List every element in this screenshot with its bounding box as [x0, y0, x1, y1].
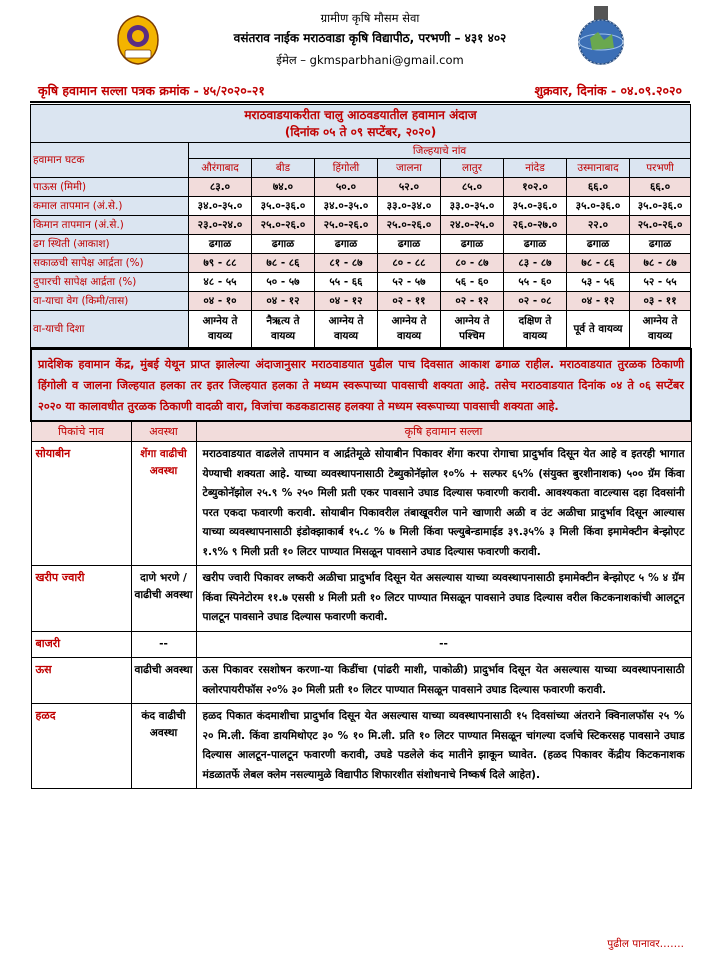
forecast-row-label: दुपारची सापेक्ष आर्द्रता (%): [31, 273, 189, 292]
forecast-value: ०४ - १२: [252, 292, 315, 311]
forecast-value: ६६.०: [630, 178, 691, 197]
bulletin-date: शुक्रवार, दिनांक - ०४.०९.२०२०: [534, 83, 682, 98]
forecast-value: ३५.०-३६.०: [630, 197, 691, 216]
district-name: हिंगोली: [315, 159, 378, 178]
forecast-value: ३५.०-३६.०: [252, 197, 315, 216]
forecast-row: [31, 178, 691, 197]
forecast-value: ढगाळ: [315, 235, 378, 254]
forecast-row-label: वा-याचा वेग (किमी/तास): [31, 292, 189, 311]
forecast-value: ०३ - ११: [630, 292, 691, 311]
email-line: ईमेल – gkmsparbhani@gmail.com: [276, 53, 464, 67]
crop-name: सोयाबीन: [31, 442, 131, 566]
advisory-table: [30, 348, 692, 789]
advisory-row: [31, 442, 691, 566]
forecast-row: [31, 292, 691, 311]
forecast-value: ८० - ८८: [378, 254, 441, 273]
crop-stage: वाढीची अवस्था: [131, 658, 196, 704]
forecast-value: १०२.०: [504, 178, 567, 197]
crop-advice: हळद पिकात कंदमाशीचा प्रादुर्भाव दिसून येत असल्यास याच्या व्यवस्थापनासाठी १५ दिवसांच्या अंतराने क्विनालफॉस २५ % २० मि.ली. किंवा डायमिथोएट ३० % १० मि.ली. प्रति १० लिटर पाण्यात मिसळून चांगल्या दर्जाचे स्टिकरसह पावसाने उघाड दिल्यास आलटून-पालटून फवारणी करावी, उघडे पडलेले कंद मातीने झाकून घ्यावेत. (हळद पिकावर केंद्रीय किटकनाशक मंडळातर्फे लेबल क्लेम नसल्यामुळे विद्यापीठ शिफारशीत संशोधनाचे निष्कर्ष दिले आहेत).: [196, 704, 691, 789]
crop-stage: --: [131, 631, 196, 658]
district-name: औरंगाबाद: [189, 159, 252, 178]
district-name: लातुर: [441, 159, 504, 178]
advisory-row: [31, 566, 691, 632]
forecast-value: ०२ - ०८: [504, 292, 567, 311]
forecast-value: २३.०-२४.०: [189, 216, 252, 235]
forecast-value: ढगाळ: [252, 235, 315, 254]
param-header: हवामान घटक: [31, 143, 189, 178]
forecast-value: ६६.०: [567, 178, 630, 197]
forecast-value: ३५.०-३६.०: [567, 197, 630, 216]
forecast-title-line1: मराठवाडयाकरीता चालु आठवडयातील हवामान अंदाज: [244, 107, 477, 122]
imd-emblem-logo: [574, 4, 628, 70]
forecast-row: [31, 311, 691, 348]
crop-stage: दाणे भरणे / वाढीची अवस्था: [131, 566, 196, 632]
district-name: परभणी: [630, 159, 691, 178]
crop-advice: खरीप ज्वारी पिकावर लष्करी अळीचा प्रादुर्भाव दिसून येत असल्यास याच्या व्यवस्थापनासाठी इमामेक्टीन बेन्झोएट ५ % ४ ग्रॅम किंवा स्पिनेटोरम ११.७ एससी ४ मिली प्रती १० लिटर पाण्यात मिसळून पावसाने उघाड दिल्यास वरील किटकनाशकांची आलटून पालटून पावसाने उघाड दिल्यास फवारणी करावी.: [196, 566, 691, 632]
crop-advice: मराठवाडयात वाढलेले तापमान व आर्द्रतेमूळे सोयाबीन पिकावर शेंगा करपा रोगाचा प्रादुर्भाव दिसून येत आहे व इतरही भागात येण्याची शक्यता आहे. याच्या व्यवस्थापनासाठी टेब्युकोनॅझोल १०% + सल्फर ६५% (संयुक्त बुरशीनाशक) ५०० ग्रॅम किंवा टेब्युकोनॅझोल २५.९ % २५० मिली प्रती एकर पावसाने उघाड दिल्यास फवारणी करावी. आवश्यकता वाटल्यास दहा दिवसांनी परत एकदा फवारणी करावी. सोयाबीन पिकावरील तंबाखूवरील पाने खाणारी अळी व उंट अळीचा प्रादुर्भाव दिसून आल्यास याच्या व्यवस्थापनासाठी इंडोक्झाकार्ब १५.८ % ७ मिली किंवा फ्ल्युबेन्डामाईड ३९.३५% ३ मिली किंवा इमामेक्टीन बेन्झोएट १.९% ९ मिली प्रती १० लिटर पाण्यात मिसळून पावसाने उघाड दिल्यास फवारणी करावी.: [196, 442, 691, 566]
forecast-value: ढगाळ: [378, 235, 441, 254]
service-name: ग्रामीण कृषि मौसम सेवा: [320, 11, 420, 25]
forecast-value: ७८ - ८७: [630, 254, 691, 273]
forecast-value: २५.०-२६.०: [315, 216, 378, 235]
advisory-row: [31, 658, 691, 704]
weather-summary: प्रादेशिक हवामान केंद्र, मुंबई येथून प्राप्त झालेल्या अंदाजानुसार मराठवाडयात पुढील पाच दिवसात आकाश ढगाळ राहील. मराठवाडयात तुरळक ठिकाणी हिंगोली व जालना जिल्हयात हलका तर इतर जिल्हयात हलका ते मध्यम स्वरूपाच्या पावसाची शक्यता आहे. तसेच मराठवाडयात दिनांक ०४ ते ०६ सप्टेंबर २०२० या कालावधीत तुरळक ठिकाणी वादळी वारा, विजांचा कडकडाटासह हलक्या ते मध्यम स्वरूपाच्या पावसाची शक्यता आहे.: [31, 349, 691, 421]
forecast-value: २४.०-२५.०: [441, 216, 504, 235]
weather-forecast-table: [30, 104, 691, 348]
forecast-row: [31, 254, 691, 273]
crop-advice: --: [196, 631, 691, 658]
forecast-value: ०४ - १०: [189, 292, 252, 311]
stage-column-header: अवस्था: [131, 421, 196, 442]
forecast-value: ढगाळ: [567, 235, 630, 254]
forecast-row: [31, 197, 691, 216]
crop-name: ऊस: [31, 658, 131, 704]
forecast-value: ५५ - ६६: [315, 273, 378, 292]
forecast-row-label: कमाल तापमान (अं.से.): [31, 197, 189, 216]
crop-advice: ऊस पिकावर रसशोषन करणा-या किडींचा (पांढरी माशी, पाकोळी) प्रादुर्भाव दिसून येत असल्यास याच्या व्यवस्थापनासाठी क्लोरपायरीफॉस २०% ३० मिली प्रती १० लिटर पाण्यात मिसळून पावसाने उघाड दिल्यास फवारणी करावी.: [196, 658, 691, 704]
divider: [30, 101, 690, 103]
bulletin-title-row: [38, 82, 682, 100]
forecast-value: ७४.०: [252, 178, 315, 197]
district-name: जालना: [378, 159, 441, 178]
forecast-value: ३३.०-३५.०: [441, 197, 504, 216]
forecast-value: ८३ - ८७: [504, 254, 567, 273]
next-page-note: पुढील पानावर…….: [607, 938, 684, 950]
page-header: [0, 0, 720, 86]
district-name: बीड: [252, 159, 315, 178]
forecast-value: ३४.०-३५.०: [315, 197, 378, 216]
advice-column-header: कृषि हवामान सल्ला: [196, 421, 691, 442]
forecast-value: आग्नेय ते वायव्य: [315, 311, 378, 348]
forecast-value: ढगाळ: [504, 235, 567, 254]
forecast-value: ढगाळ: [630, 235, 691, 254]
district-header: जिल्हयाचे नांव: [189, 143, 691, 159]
forecast-value: ४८ - ५५: [189, 273, 252, 292]
forecast-value: नैऋत्य ते वायव्य: [252, 311, 315, 348]
forecast-row: [31, 235, 691, 254]
crop-name: खरीप ज्वारी: [31, 566, 131, 632]
forecast-value: २५.०-२६.०: [630, 216, 691, 235]
forecast-value: २५.०-२६.०: [252, 216, 315, 235]
crop-name: हळद: [31, 704, 131, 789]
forecast-title-line2: (दिनांक ०५ ते ०९ सप्टेंबर, २०२०): [284, 124, 437, 139]
forecast-value: ३५.०-३६.०: [504, 197, 567, 216]
forecast-value: आग्नेय ते वायव्य: [630, 311, 691, 348]
forecast-row-label: पाऊस (मिमी): [31, 178, 189, 197]
forecast-value: ५३ - ५६: [567, 273, 630, 292]
forecast-value: ७९ - ८८: [189, 254, 252, 273]
district-name: नांदेड: [504, 159, 567, 178]
forecast-value: ८३.०: [189, 178, 252, 197]
forecast-value: ५० - ५७: [252, 273, 315, 292]
forecast-value: आग्नेय ते वायव्य: [189, 311, 252, 348]
forecast-row-label: सकाळची सापेक्ष आर्द्रता (%): [31, 254, 189, 273]
forecast-value: ५२ - ५५: [630, 273, 691, 292]
university-logo: [116, 14, 160, 66]
university-name: वसंतराव नाईक मराठवाडा कृषि विद्यापीठ, परभणी – ४३१ ४०२: [233, 31, 507, 45]
forecast-row: [31, 273, 691, 292]
forecast-value: पूर्व ते वायव्य: [567, 311, 630, 348]
forecast-value: ढगाळ: [441, 235, 504, 254]
forecast-row: [31, 216, 691, 235]
forecast-value: ०२ - ११: [378, 292, 441, 311]
forecast-value: ८५.०: [441, 178, 504, 197]
advisory-row: [31, 704, 691, 789]
forecast-value: ८० - ८७: [441, 254, 504, 273]
forecast-value: ०४ - १२: [315, 292, 378, 311]
bulletin-number: कृषि हवामान सल्ला पत्रक क्रमांक - ४५/२०२०-२१: [38, 83, 265, 98]
forecast-value: आग्नेय ते पश्चिम: [441, 311, 504, 348]
forecast-value: आग्नेय ते वायव्य: [378, 311, 441, 348]
forecast-row-label: वा-याची दिशा: [31, 311, 189, 348]
forecast-value: ०४ - १२: [567, 292, 630, 311]
forecast-value: ८१ - ८७: [315, 254, 378, 273]
forecast-value: ३३.०-३४.०: [378, 197, 441, 216]
advisory-row: [31, 631, 691, 658]
crop-column-header: पिकांचे नाव: [31, 421, 131, 442]
crop-stage: शेंगा वाढीची अवस्था: [131, 442, 196, 566]
forecast-title: [31, 105, 691, 143]
forecast-value: ५२ - ५७: [378, 273, 441, 292]
forecast-value: २५.०-२६.०: [378, 216, 441, 235]
crop-name: बाजरी: [31, 631, 131, 658]
forecast-row-label: किमान तापमान (अं.से.): [31, 216, 189, 235]
district-name: उस्मानाबाद: [567, 159, 630, 178]
crop-stage: कंद वाढीची अवस्था: [131, 704, 196, 789]
forecast-value: ५६ - ६०: [441, 273, 504, 292]
forecast-row-label: ढग स्थिती (आकाश): [31, 235, 189, 254]
forecast-value: ५२.०: [378, 178, 441, 197]
forecast-value: ३४.०-३५.०: [189, 197, 252, 216]
forecast-value: ७८ - ८६: [567, 254, 630, 273]
forecast-value: २२.०: [567, 216, 630, 235]
forecast-value: ०२ - १२: [441, 292, 504, 311]
forecast-value: ५०.०: [315, 178, 378, 197]
forecast-value: ७८ - ८६: [252, 254, 315, 273]
forecast-value: ५५ - ६०: [504, 273, 567, 292]
forecast-value: २६.०-२७.०: [504, 216, 567, 235]
forecast-value: दक्षिण ते वायव्य: [504, 311, 567, 348]
forecast-value: ढगाळ: [189, 235, 252, 254]
